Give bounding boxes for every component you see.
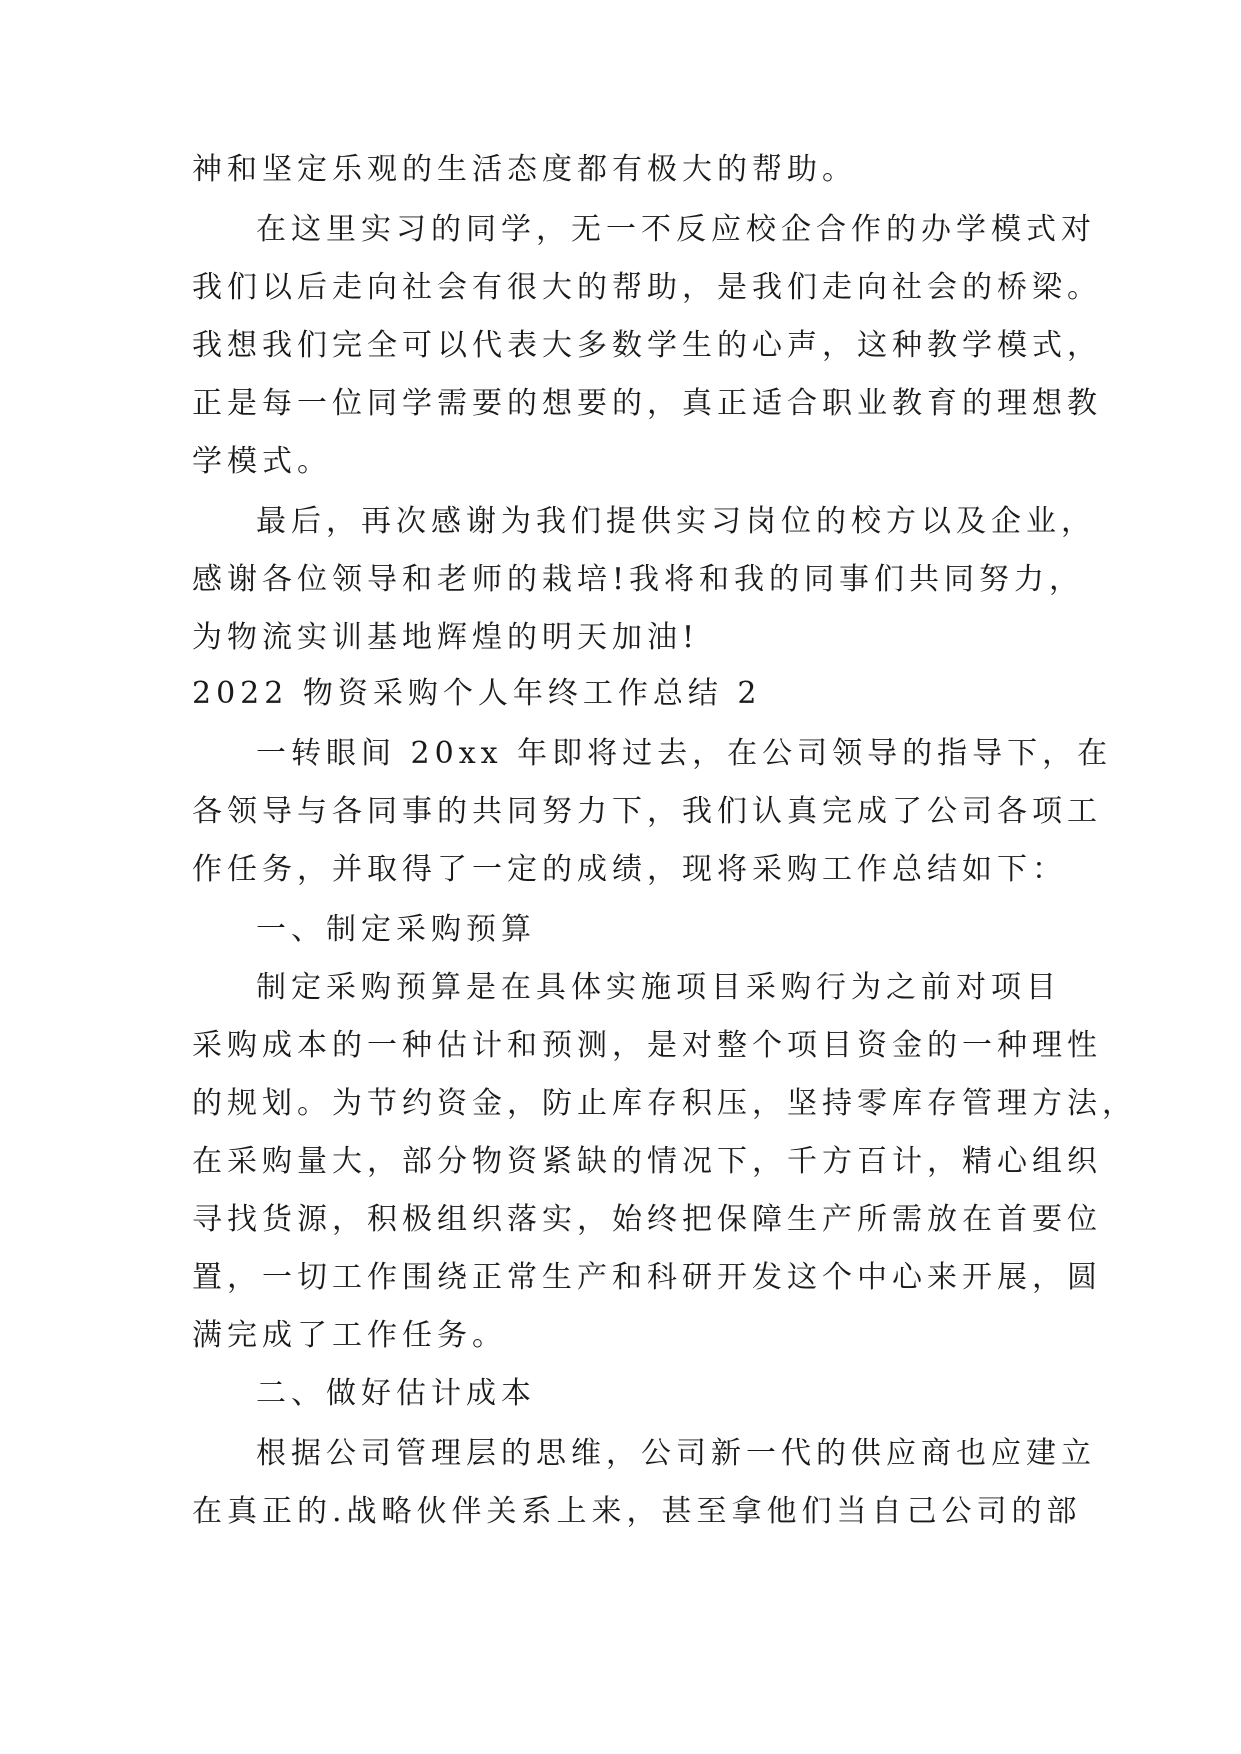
subheading: 一、制定采购预算 (256, 912, 536, 947)
paragraph-line: 寻找货源，积极组织落实，始终把保障生产所需放在首要位 (192, 1202, 1102, 1237)
paragraph-line: 各领导与各同事的共同努力下，我们认真完成了公司各项工 (192, 794, 1102, 829)
paragraph-line: 的规划。为节约资金，防止库存积压，坚持零库存管理方法， (192, 1086, 1137, 1121)
paragraph-line: 学模式。 (192, 444, 332, 479)
paragraph-line: 作任务，并取得了一定的成绩，现将采购工作总结如下： (192, 852, 1067, 887)
paragraph-line: 满完成了工作任务。 (192, 1318, 507, 1353)
paragraph-line: 制定采购预算是在具体实施项目采购行为之前对项目 (256, 970, 1061, 1005)
paragraph-line: 在真正的.战略伙伴关系上来，甚至拿他们当自己公司的部 (192, 1494, 1082, 1529)
subheading: 二、做好估计成本 (256, 1376, 536, 1411)
paragraph-line: 根据公司管理层的思维，公司新一代的供应商也应建立 (256, 1436, 1096, 1471)
paragraph-line: 神和坚定乐观的生活态度都有极大的帮助。 (192, 152, 857, 187)
paragraph-line: 最后，再次感谢为我们提供实习岗位的校方以及企业， (256, 504, 1096, 539)
paragraph-line: 在采购量大，部分物资紧缺的情况下，千方百计，精心组织 (192, 1144, 1102, 1179)
paragraph-line: 采购成本的一种估计和预测，是对整个项目资金的一种理性 (192, 1028, 1102, 1063)
paragraph-line: 我想我们完全可以代表大多数学生的心声，这种教学模式， (192, 328, 1102, 363)
paragraph-line: 置，一切工作围绕正常生产和科研开发这个中心来开展，圆 (192, 1260, 1102, 1295)
paragraph-line: 正是每一位同学需要的想要的，真正适合职业教育的理想教 (192, 386, 1102, 421)
section-title: 2022 物资采购个人年终工作总结 2 (192, 676, 762, 711)
paragraph-line: 感谢各位领导和老师的栽培!我将和我的同事们共同努力， (192, 562, 1085, 597)
paragraph-line: 我们以后走向社会有很大的帮助，是我们走向社会的桥梁。 (192, 270, 1102, 305)
paragraph-line: 一转眼间 20xx 年即将过去，在公司领导的指导下，在 (256, 736, 1113, 771)
paragraph-line: 为物流实训基地辉煌的明天加油! (192, 620, 700, 655)
paragraph-line: 在这里实习的同学，无一不反应校企合作的办学模式对 (256, 212, 1096, 247)
